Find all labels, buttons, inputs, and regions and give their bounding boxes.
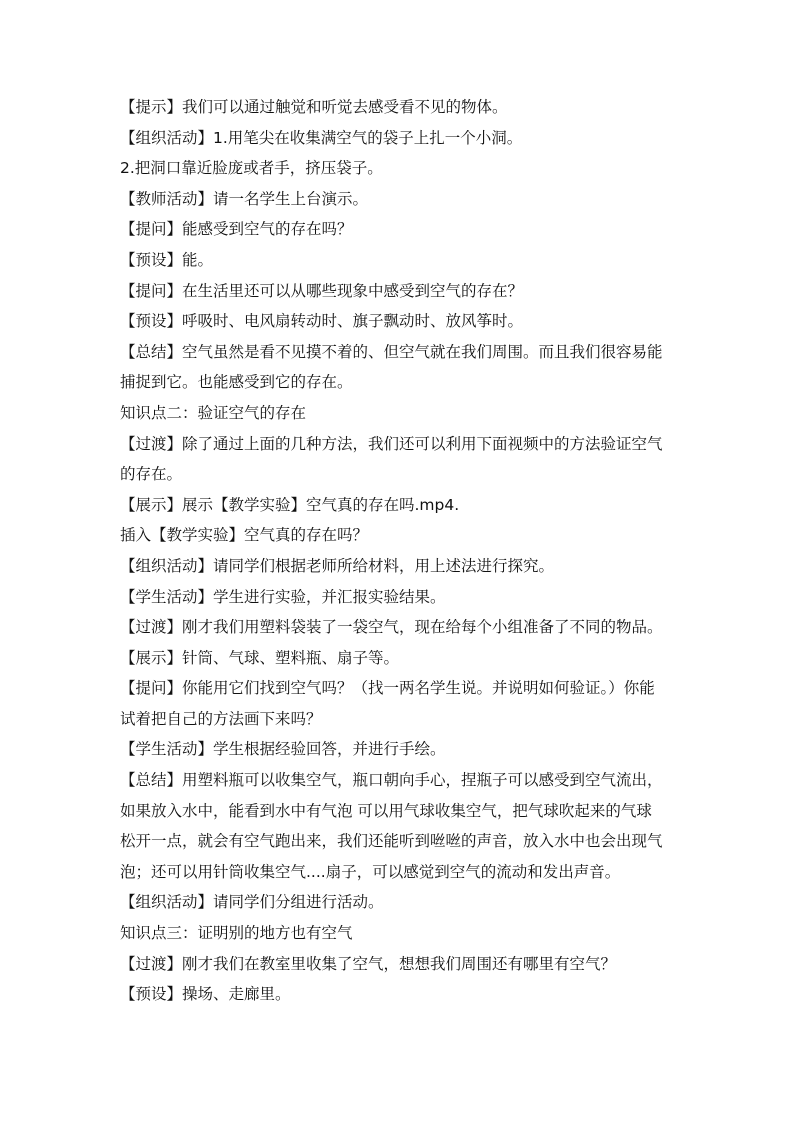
summary-2-line-4: 泡；还可以用针筒收集空气....扇子，可以感觉到空气的流动和发出声音。: [120, 862, 621, 881]
organize-activity-2: 【组织活动】请同学们根据老师所给材料，用上述法进行探究。: [120, 556, 555, 575]
question-3-line-1: 【提问】你能用它们找到空气吗？（找一两名学生说。并说明如何验证。）你能: [120, 679, 655, 698]
summary-2-line-3: 松开一点，就会有空气跑出来，我们还能听到咝咝的声音，放入水中也会出现气: [120, 832, 663, 851]
activity-step-1: 【组织活动】1.用笔尖在收集满空气的袋子上扎一个小洞。: [120, 128, 523, 147]
summary-1-line-2: 捕捉到它。也能感受到它的存在。: [120, 373, 353, 392]
display-items: 【展示】针筒、气球、塑料瓶、扇子等。: [120, 648, 400, 667]
activity-step-2: 2.把洞口靠近脸庞或者手，挤压袋子。: [120, 159, 383, 178]
student-activity-1: 【学生活动】学生进行实验，并汇报实验结果。: [120, 587, 446, 606]
summary-2-line-1: 【总结】用塑料瓶可以收集空气，瓶口朝向手心，捏瓶子可以感受到空气流出，: [120, 771, 663, 790]
question-3-line-2: 试着把自己的方法画下来吗？: [120, 709, 322, 728]
hint-paragraph: 【提示】我们可以通过触觉和听觉去感受看不见的物体。: [120, 98, 508, 116]
display-video: 【展示】展示【教学实验】空气真的存在吗.mp4.: [120, 495, 460, 514]
document-body: [120, 92, 682, 1010]
section-heading-3: 知识点三：证明别的地方也有空气: [120, 924, 353, 943]
preset-1: 【预设】能。: [120, 250, 214, 269]
transition-3: 【过渡】刚才我们在教室里收集了空气，想想我们周围还有哪里有空气？: [120, 954, 617, 973]
insert-experiment: 插入【教学实验】空气真的存在吗？: [120, 526, 369, 545]
preset-3: 【预设】操场、走廊里。: [120, 985, 291, 1004]
section-heading-2: 知识点二：验证空气的存在: [120, 403, 307, 422]
question-1: 【提问】能感受到空气的存在吗？: [120, 220, 353, 239]
teacher-activity: 【教师活动】请一名学生上台演示。: [120, 189, 369, 208]
summary-2-line-2: 如果放入水中，能看到水中有气泡 可以用气球收集空气，把气球吹起来的气球: [120, 801, 652, 820]
transition-1-line-1: 【过渡】除了通过上面的几种方法，我们还可以利用下面视频中的方法验证空气: [120, 434, 663, 453]
summary-1-line-1: 【总结】空气虽然是看不见摸不着的、但空气就在我们周围。而且我们很容易能: [120, 342, 663, 361]
transition-2: 【过渡】刚才我们用塑料袋装了一袋空气，现在给每个小组准备了不同的物品。: [120, 618, 663, 637]
organize-activity-3: 【组织活动】请同学们分组进行活动。: [120, 893, 384, 912]
preset-2: 【预设】呼吸时、电风扇转动时、旗子飘动时、放风筝时。: [120, 312, 524, 331]
transition-1-line-2: 的存在。: [120, 465, 183, 484]
student-activity-2: 【学生活动】学生根据经验回答，并进行手绘。: [120, 740, 446, 759]
question-2: 【提问】在生活里还可以从哪些现象中感受到空气的存在？: [120, 281, 524, 300]
